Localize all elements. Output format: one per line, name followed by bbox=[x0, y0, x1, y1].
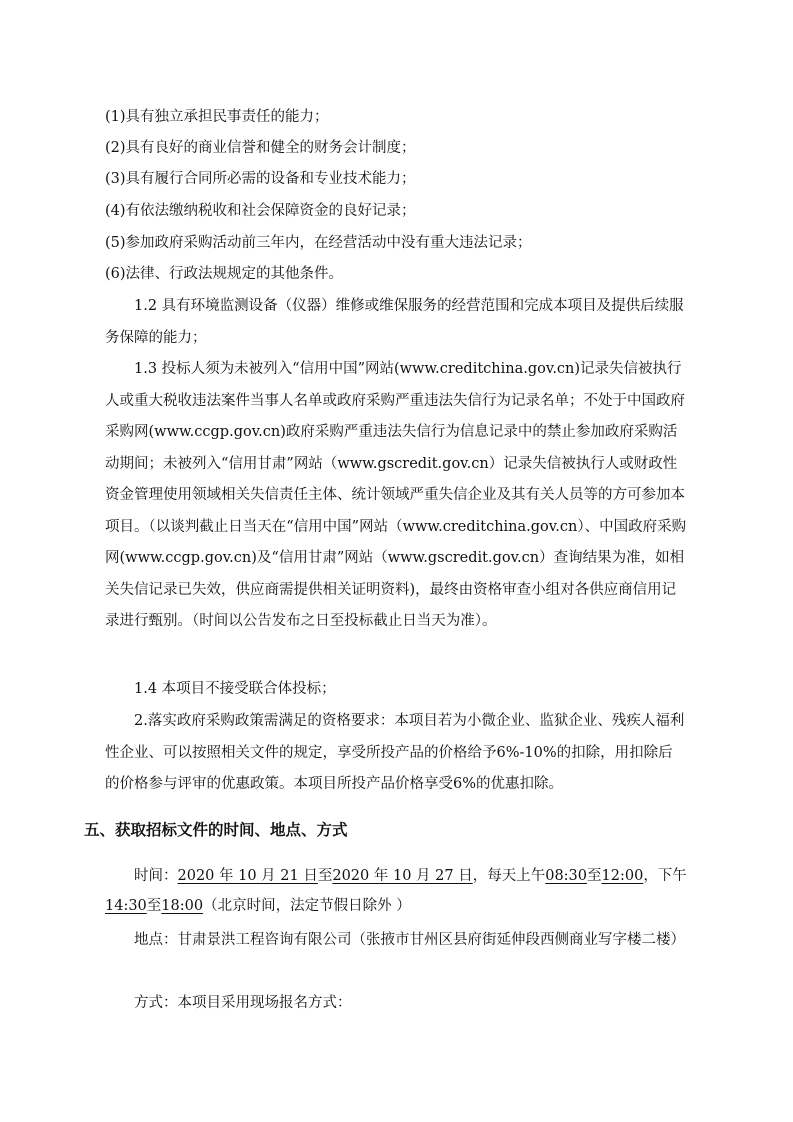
method-paragraph: 方式：本项目采用现场报名方式： bbox=[134, 995, 352, 1011]
time-note: （北京时间，法定节假日除外 ） bbox=[203, 898, 411, 914]
item-1: (1)具有独立承担民事责任的能力； bbox=[105, 109, 329, 125]
pm-start: 14:30 bbox=[105, 898, 147, 914]
item-4: (4)有依法缴纳税收和社会保障资金的良好记录； bbox=[105, 203, 416, 219]
time-paragraph bbox=[105, 861, 687, 921]
paragraph-1-2: 1.2 具有环境监测设备（仪器）维修或维保服务的经营范围和完成本项目及提供后续服务保障的能力； bbox=[105, 298, 684, 346]
paragraph-1-4: 1.4 本项目不接受联合体投标； bbox=[134, 681, 336, 697]
paragraph-2: 2.落实政府采购政策需满足的资格要求：本项目若为小微企业、监狱企业、残疾人福利性企业、可以按照相关文件的规定，享受所投产品的价格给予6%-10%的扣除，用扣除后的价格参与评审的优惠政策。本项目所投产品价格享受6%的优惠扣除。 bbox=[105, 713, 685, 792]
am-end: 12:00 bbox=[601, 868, 644, 884]
to-text: 至 bbox=[146, 898, 162, 914]
item-3: (3)具有履行合同所必需的设备和专业技术能力； bbox=[105, 171, 416, 187]
paragraph-1-3: 1.3 投标人须为未被列入“信用中国”网站(www.creditchina.gov.cn)记录失信被执行人或重大税收违法案件当事人名单或政府采购严重违法失信行为记录名单；不处于中国政府采购网(www.ccgp.gov.cn)政府采购严重违法失信行为信息记录中的禁止参加政府采购活动期间；未被列入“信用甘肃”网站（www.gscredit.gov.cn）记录失信被执行人或财政性资金管理使用领域相关失信责任主体、统计领域严重失信企业及其有关人员等的方可参加本项目。（以谈判截止日当天在“信用中国”网站（www.creditchina.gov.cn）、中国政府采购网(www.ccgp.gov.cn)及“信用甘肃”网站（www.gscredit.gov.cn）查询结果为准，如相关失信记录已失效，供应商需提供相关证明资料)，最终由资格审查小组对各供应商信用记录进行甄别。（时间以公告发布之日至投标截止日当天为准）。 bbox=[105, 361, 687, 629]
item-5: (5)参加政府采购活动前三年内，在经营活动中没有重大违法记录； bbox=[105, 235, 532, 251]
item-2: (2)具有良好的商业信誉和健全的财务会计制度； bbox=[105, 140, 416, 156]
section-heading: 五、获取招标文件的时间、地点、方式 bbox=[84, 820, 348, 839]
end-date: 2020 年 10 月 27 日 bbox=[332, 868, 473, 884]
daily-am-text: ，每天上午 bbox=[472, 868, 546, 884]
pm-label: ，下午 bbox=[643, 868, 687, 884]
to-text: 至 bbox=[317, 868, 333, 884]
to-text: 至 bbox=[587, 868, 602, 884]
pm-end: 18:00 bbox=[161, 898, 204, 914]
start-date: 2020 年 10 月 21 日 bbox=[177, 868, 318, 884]
time-label: 时间： bbox=[134, 868, 178, 884]
place-paragraph: 地点：甘肃景洪工程咨询有限公司（张掖市甘州区县府街延伸段西侧商业写字楼二楼） bbox=[134, 932, 685, 948]
item-6: (6)法律、行政法规规定的其他条件。 bbox=[105, 266, 344, 282]
am-start: 08:30 bbox=[545, 868, 588, 884]
